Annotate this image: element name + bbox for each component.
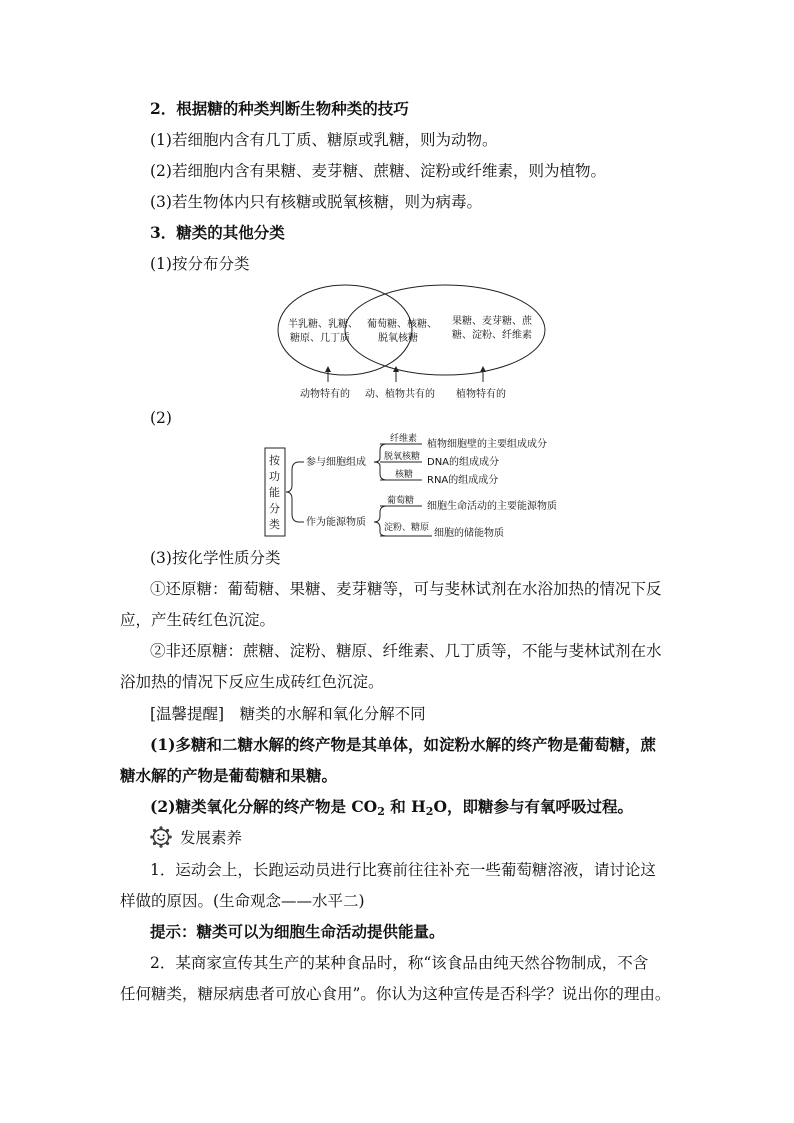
question-1-line-1: 1．运动会上，长跑运动员进行比赛前往往补充一些葡萄糖溶液，请讨论这: [150, 861, 656, 879]
tip-1-line-1: (1)多糖和二糖水解的终产物是其单体，如淀粉水解的终产物是葡萄糖，蔗: [150, 735, 656, 754]
tip-2-post: O，即糖参与有氧呼吸过程。: [433, 797, 633, 816]
tree-root-char-1: 按: [269, 454, 280, 467]
sec2-item-1: (1)若细胞内含有几丁质、糖原或乳糖，则为动物。: [150, 131, 498, 149]
tree-branch1-label: 参与细胞组成: [306, 457, 366, 468]
tip-2-pre: (2)糖类氧化分解的终产物是 CO: [150, 797, 378, 816]
reducing-sugar-line-2: 应，产生砖红色沉淀。: [120, 611, 276, 629]
venn-mid-text-2: 脱氧核糖: [378, 333, 418, 344]
tree-b1-item2-sugar: 脱氧核糖: [384, 452, 421, 462]
venn-label-plant: 植物特有的: [456, 389, 506, 400]
tip-2-mid: 和 H: [384, 797, 426, 816]
tree-b1-item1-sugar: 纤维素: [390, 434, 418, 444]
venn-arrowhead-right: [480, 366, 486, 372]
venn-left-text-1: 半乳糖、乳糖、: [288, 319, 358, 330]
question-2-line-1: 2．某商家宣传其生产的某种食品时，称“该食品由纯天然谷物制成，不含: [150, 954, 649, 972]
venn-right-text-2: 糖、淀粉、纤维素: [452, 330, 532, 341]
co2-subscript: 2: [377, 805, 385, 818]
function-tree-diagram: [262, 430, 602, 542]
tree-root-char-5: 类: [269, 518, 280, 531]
sec2-item-3: (3)若生物体内只有核糖或脱氧核糖，则为病毒。: [150, 193, 482, 211]
tree-root-char-4: 分: [269, 502, 280, 515]
venn-label-animal: 动物特有的: [300, 389, 350, 400]
h2o-subscript: 2: [425, 805, 434, 818]
tip-title: [温馨提醒] 糖类的水解和氧化分解不同: [150, 705, 426, 723]
venn-right-text-1: 果糖、麦芽糖、蔗: [452, 316, 532, 327]
venn-diagram: [270, 280, 560, 405]
nonreducing-sugar-line-2: 浴加热的情况下反应生成砖红色沉淀。: [120, 673, 384, 691]
nonreducing-sugar-line-1: ②非还原糖：蔗糖、淀粉、糖原、纤维素、几丁质等，不能与斐林试剂在水: [150, 642, 662, 660]
tree-root-char-2: 功: [269, 470, 280, 483]
venn-label-shared: 动、植物共有的: [365, 389, 435, 400]
tip-1-line-2: 糖水解的产物是葡萄糖和果糖。: [120, 766, 338, 785]
sec2-item-2: (2)若细胞内含有果糖、麦芽糖、蔗糖、淀粉或纤维素，则为植物。: [150, 162, 606, 180]
reducing-sugar-line-1: ①还原糖：葡萄糖、果糖、麦芽糖等，可与斐林试剂在水浴加热的情况下反: [150, 580, 662, 598]
sec3-sub2: (2): [150, 409, 172, 427]
sec3-sub1: (1)按分布分类: [150, 255, 250, 273]
section-2-heading: 2．根据糖的种类判断生物种类的技巧: [150, 99, 409, 118]
tree-b1-item3-role: RNA的组成成分: [427, 475, 499, 486]
tree-root-char-3: 能: [269, 486, 280, 499]
tree-branch2-label: 作为能源物质: [306, 517, 366, 528]
smiley-icon: [150, 826, 172, 848]
venn-arrowhead-left: [325, 366, 331, 372]
tree-b2-item2-role: 细胞的储能物质: [434, 528, 504, 539]
venn-mid-text-1: 葡萄糖、核糖、: [367, 319, 437, 330]
question-2-line-2: 任何糖类，糖尿病患者可放心食用”。你认为这种宣传是否科学？说出你的理由。: [120, 985, 671, 1003]
develop-title: 发展素养: [180, 829, 243, 847]
section-3-heading: 3．糖类的其他分类: [150, 223, 285, 242]
question-1-line-2: 样做的原因。(生命观念——水平二): [120, 892, 365, 910]
venn-left-text-2: 糖原、几丁质: [290, 333, 350, 344]
tree-root-brace: [286, 462, 299, 522]
tree-b2-item2-sugar: 淀粉、糖原: [384, 523, 430, 533]
tree-b1-item1-role: 植物细胞壁的主要组成成分: [427, 439, 547, 450]
sec3-sub3: (3)按化学性质分类: [150, 549, 281, 567]
tree-b2-item1-sugar: 葡萄糖: [387, 496, 415, 506]
answer-1: 提示：糖类可以为细胞生命活动提供能量。: [150, 922, 445, 941]
tip-2-line: [150, 797, 710, 822]
tree-b2-item1-role: 细胞生命活动的主要能源物质: [427, 501, 557, 512]
tree-b1-item2-role: DNA的组成成分: [427, 457, 500, 468]
tree-b1-item3-sugar: 核糖: [395, 470, 414, 480]
